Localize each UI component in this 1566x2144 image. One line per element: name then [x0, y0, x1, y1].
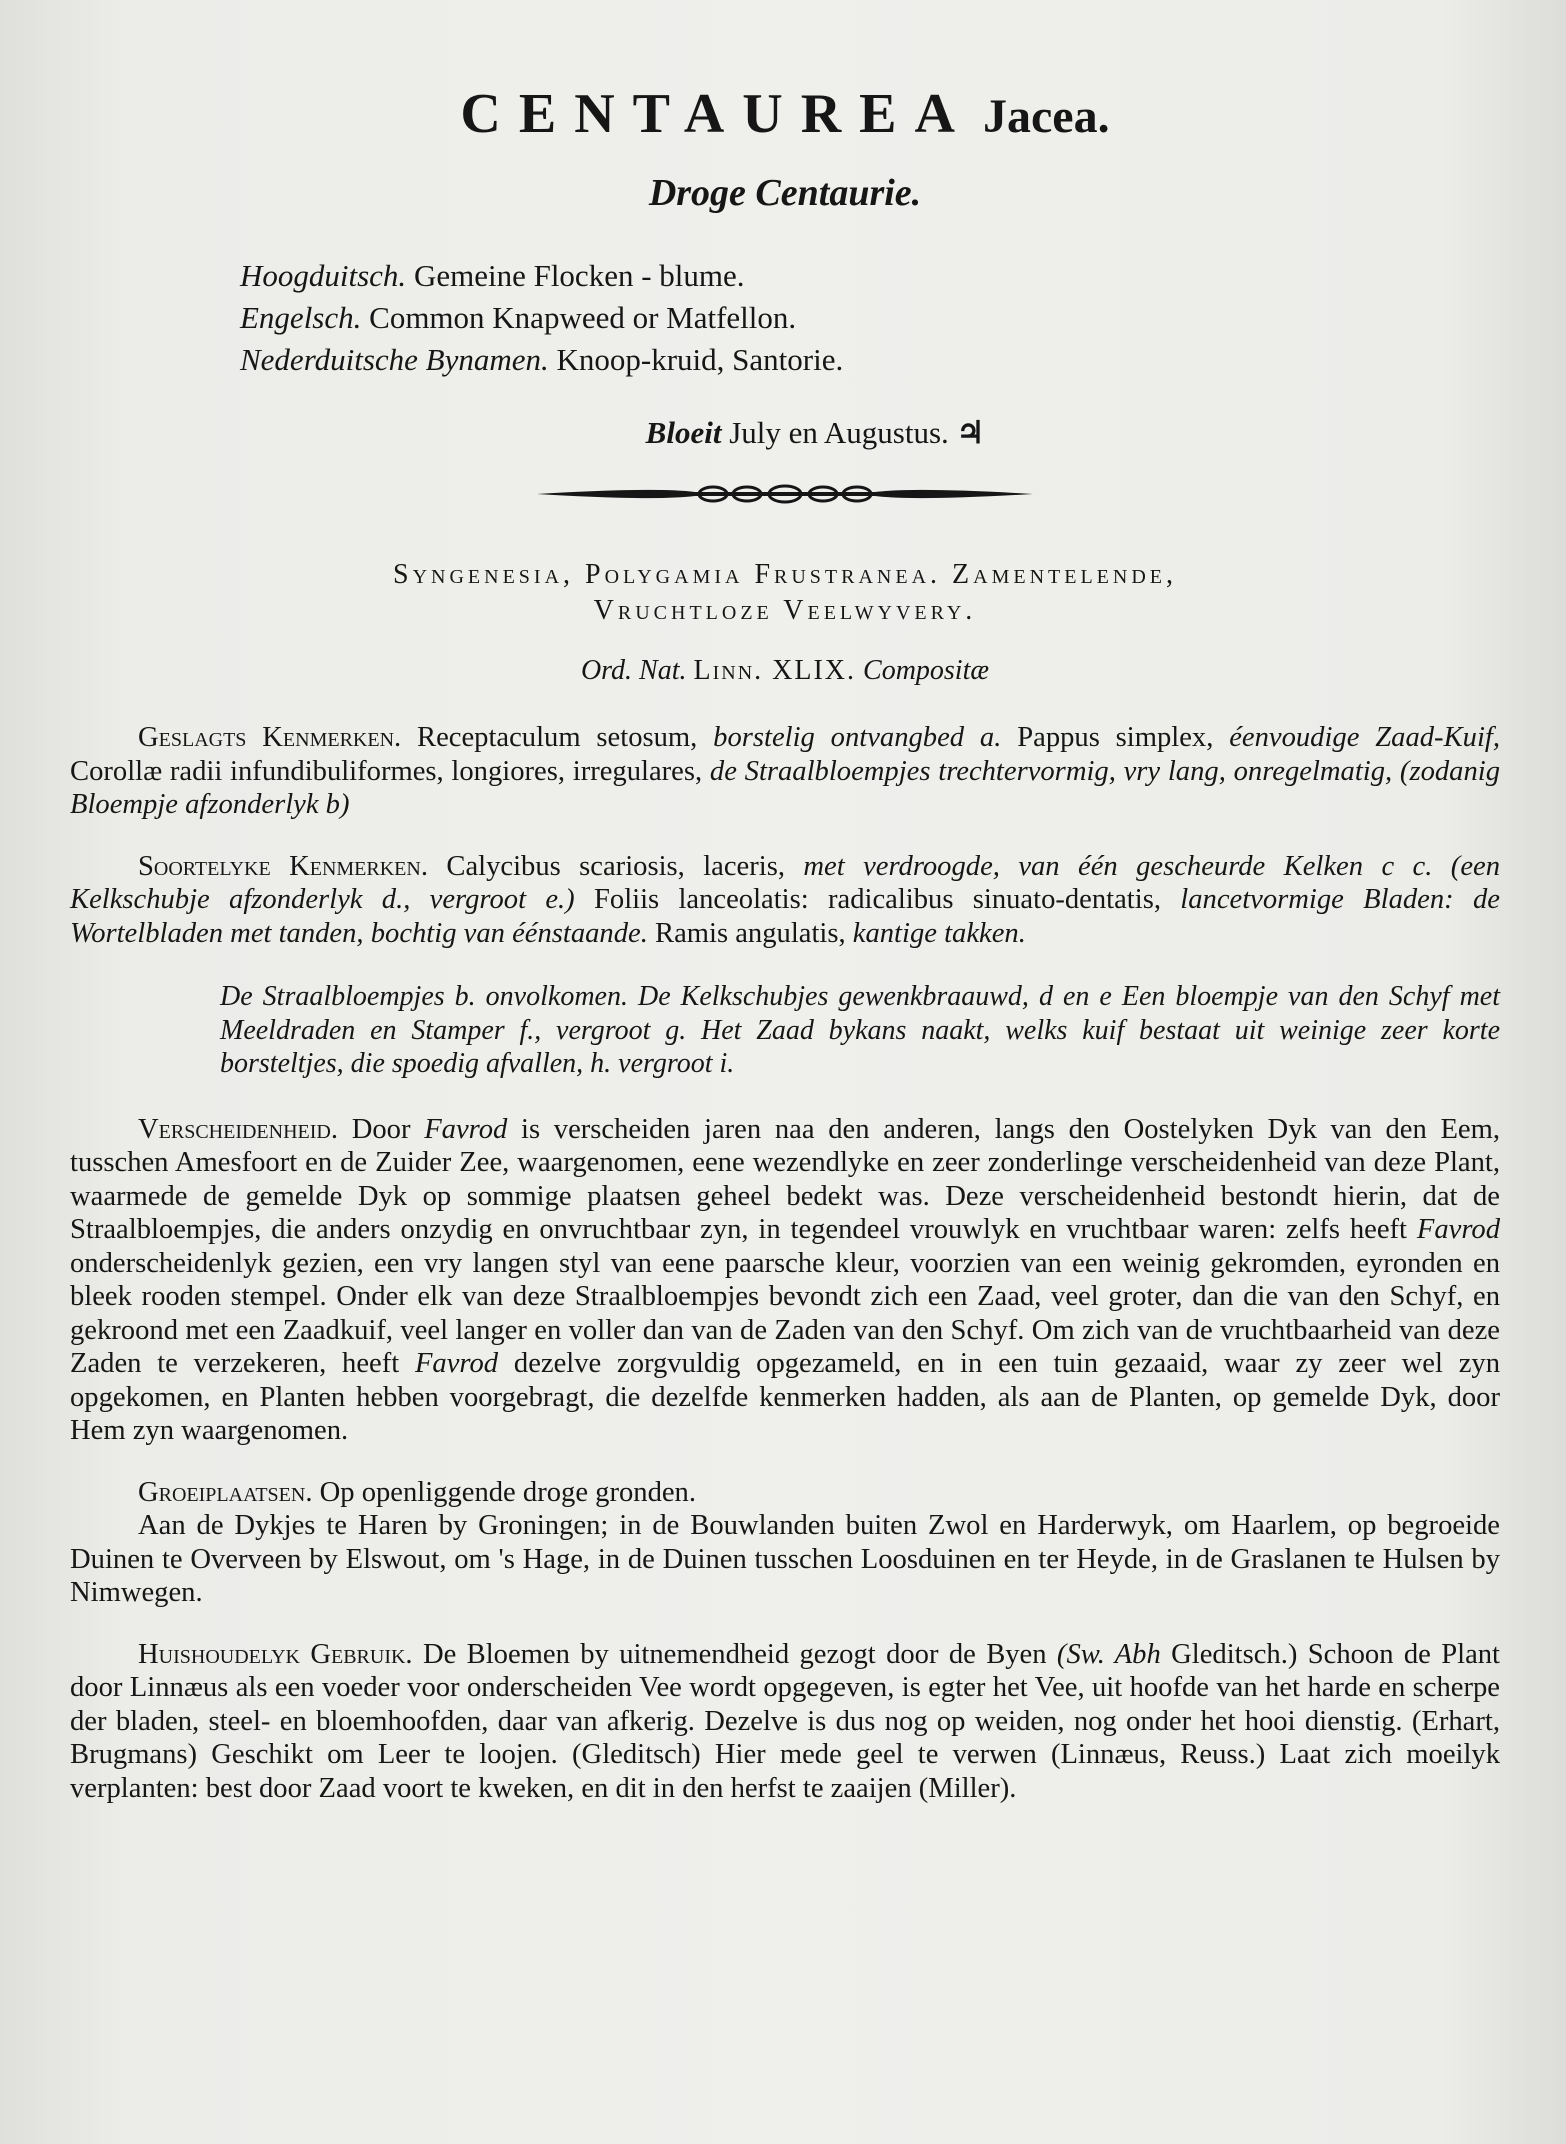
section-text-italic: de Straalbloempjes trechtervormig, vry lang, onregelmatig, (zodanig Bloempje afzonderlyk b) — [70, 755, 1500, 820]
section-groeiplaatsen-locations: Aan de Dykjes te Haren by Groningen; in de Bouwlanden buiten Zwol en Harderwyk, om Haarlem, op begroeide Duinen te Overveen by Elswout, om 's Hage, in de Duinen tusschen Loosduinen en ter Heyde, in de Graslanen te Hulsen by Nimwegen. — [70, 1510, 1500, 1608]
section-text-italic: borstelig ontvangbed a. — [713, 722, 1002, 753]
dutch-name: Droge Centaurie. — [648, 172, 922, 214]
vernacular-names — [240, 255, 1500, 381]
section-text: Calycibus scariosis, laceris, — [428, 850, 804, 882]
flowering-line — [70, 415, 1500, 451]
section-heading: Huishoudelyk Gebruik. — [138, 1638, 413, 1670]
classification-line: Vruchtloze Veelwyvery. — [593, 595, 977, 626]
section-verscheidenheid — [70, 1113, 1500, 1448]
ordo-line — [70, 655, 1500, 687]
species-name: Jacea. — [982, 90, 1110, 143]
name-value: Common Knapweed or Matfellon. — [369, 300, 797, 335]
section-geslagts-kenmerken — [70, 721, 1500, 822]
section-text-italic: Favrod — [414, 1348, 499, 1379]
section-text-italic: éenvoudige Zaad-Kuif, — [1229, 722, 1500, 753]
section-groeiplaatsen — [70, 1476, 1500, 1510]
section-text: onderscheidenlyk gezien, een vry langen styl van eene paarsche kleur, voorzien van een weinig gekromden, eyronden en bleek rooden stempel. Onder elk van deze Straalbloempjes bevondt zich een Zaad, veel groter, dan die van den Schyf, en gekroond met een Zaadkuif, veel langer en voller dan van de Zaden van den Schyf. Om zich van de vruchtbaarheid van deze Zaden te verzekeren, heeft — [70, 1247, 1500, 1379]
section-text: Foliis lanceolatis: radicalibus sinuato-dentatis, — [574, 884, 1181, 915]
ornament-divider-icon — [535, 479, 1035, 509]
page-title — [70, 78, 1500, 149]
section-soortelyke-kenmerken — [70, 850, 1500, 951]
section-heading: Groeiplaatsen. — [138, 1476, 313, 1508]
ordo-name: Compositæ — [863, 655, 990, 686]
name-line — [240, 297, 1500, 339]
flowering-label: Bloeit — [645, 415, 722, 450]
language-label: Hoogduitsch. — [240, 258, 407, 293]
perennial-symbol: ♃ — [956, 415, 985, 450]
section-text-italic: Favrod — [1416, 1214, 1500, 1245]
section-text: dezelve zorgvuldig opgezameld, en in een tuin gezaaid, waar zy zeer wel zyn opgekomen, en Planten hebben voorgebragt, die dezelfde kenmerken hadden, als aan de Planten, op gemelde Dyk, door Hem zyn waargenomen. — [70, 1348, 1501, 1446]
language-label: Nederduitsche Bynamen. — [240, 342, 549, 377]
section-text: Ramis angulatis, — [647, 917, 853, 949]
name-line — [240, 255, 1500, 297]
section-text: De Bloemen by uitnemendheid gezogt door de Byen — [412, 1638, 1057, 1670]
section-heading: Soortelyke Kenmerken. — [138, 850, 428, 882]
language-label: Engelsch. — [240, 300, 362, 335]
section-text: Op openliggende droge gronden. — [312, 1476, 696, 1508]
section-huishoudelyk-gebruik — [70, 1638, 1500, 1806]
section-text-italic: lancetvormige Bladen: de Wortelbladen met tanden, bochtig van éénstaande. — [70, 884, 1500, 949]
section-text: Gleditsch.) Schoon de Plant door Linnæus als een voeder voor onderscheiden Vee wordt opgegeven, is egter het Vee, uit hoofde van het harde en scherpe der bladen, steel- en bloemhoofden, daar van afkerig. Dezelve is dus nog op weiden, nog onder het hooi dienstig. (Erhart, Brugmans) Geschikt om Leer te loojen. (Gleditsch) Hier mede geel te verwen (Linnæus, Reuss.) Laat zich moeilyk verplanten: best door Zaad voort te kweken, en dit in den herfst te zaaijen (Miller). — [70, 1638, 1501, 1804]
section-text: is verscheiden jaren naa den anderen, langs den Oostelyken Dyk van den Eem, tusschen Amesfoort en de Zuider Zee, waargenomen, eene wezendlyke en zeer zonderlinge verscheidenheid van deze Plant, waarmede de gemelde Dyk op sommige plaatsen geheel bedekt was. Deze verscheidenheid bestondt hierin, dat de Straalbloempjes, die anders onzydig en onvruchtbaar zyn, in tegendeel vrouwlyk en vruchtbaar waren: zelfs heeft — [70, 1113, 1501, 1245]
section-text: Corollæ radii infundibuliformes, longiores, irregulares, — [70, 755, 710, 787]
name-line — [240, 339, 1500, 381]
section-text: Pappus simplex, — [1001, 722, 1230, 753]
ordo-label: Ord. Nat. — [580, 655, 687, 686]
name-value: Knoop-kruid, Santorie. — [556, 342, 844, 377]
section-text: Receptaculum setosum, — [401, 722, 714, 753]
flowering-months: July en Augustus. — [729, 415, 949, 450]
section-text-italic: (Sw. Abh — [1056, 1638, 1161, 1670]
section-text: Door — [338, 1113, 425, 1145]
section-heading: Verscheidenheid. — [138, 1113, 339, 1145]
section-text-italic: kantige takken. — [852, 917, 1026, 949]
section-text-italic: met verdroogde, van één gescheurde Kelken c c. (een Kelkschubje afzonderlyk d., vergroot e.) — [70, 850, 1500, 915]
section-heading: Geslagts Kenmerken. — [138, 722, 402, 753]
classification-line: Syngenesia, Polygamia Frustranea. Zamentelende, — [393, 559, 1177, 590]
section-text-italic: Favrod — [424, 1113, 508, 1145]
figure-note: De Straalbloempjes b. onvolkomen. De Kelkschubjes gewenkbraauwd, d en e Een bloempje van den Schyf met Meeldraden en Stamper f., vergroot g. Het Zaad bykans naakt, welks kuif bestaat uit weinige zeer korte borsteltjes, die spoedig afvallen, h. vergroot i. — [220, 981, 1500, 1079]
name-value: Gemeine Flocken - blume. — [413, 258, 745, 293]
ordo-value: Linn. XLIX. — [693, 655, 857, 686]
genus-name: CENTAUREA — [460, 83, 973, 145]
classification — [70, 557, 1500, 629]
